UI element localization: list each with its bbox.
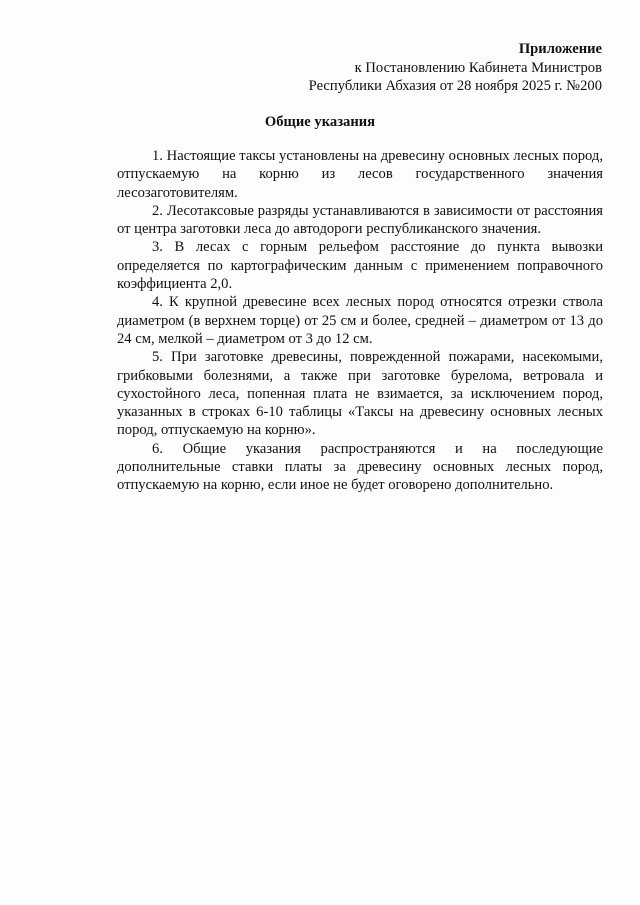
document-body bbox=[117, 147, 603, 495]
appendix-title: Приложение bbox=[518, 41, 602, 57]
appendix-header bbox=[309, 40, 602, 96]
paragraph-6: 6. Общие указания распространяются и на последующие дополнительные ставки платы за древесину основных лесных пород, отпускаемую на корню, если иное не будет оговорено дополнительно. bbox=[117, 440, 603, 494]
paragraph-2: 2. Лесотаксовые разряды устанавливаются в зависимости от расстояния от центра заготовки леса до автодороги республиканского значения. bbox=[117, 202, 603, 238]
paragraph-1: 1. Настоящие таксы установлены на древесину основных лесных пород, отпускаемую на корню из лесов государственного значения лесозаготовителям. bbox=[117, 148, 603, 201]
document-title: Общие указания bbox=[264, 114, 376, 130]
paragraph-5: 5. При заготовке древесины, поврежденной пожарами, насекомыми, грибковыми болезнями, а также при заготовке бурелома, ветровала и сухостойного леса, попенная плата не взимается, за исключением пород, указанных в строках 6-10 таблицы «Таксы на древесину основных лесных пород, отпускаемую на корню». bbox=[117, 349, 603, 439]
paragraph-3: 3. В лесах с горным рельефом расстояние до пункта вывозки определяется по картографическим данным с применением поправочного коэффициента 2,0. bbox=[117, 239, 603, 293]
appendix-reference-line: к Постановлению Кабинета Министров bbox=[354, 59, 602, 76]
appendix-reference-date-line: Республики Абхазия от 28 ноября 2025 г. №200 bbox=[308, 78, 602, 94]
paragraph-4: 4. К крупной древесине всех лесных пород относятся отрезки ствола диаметром (в верхнем торце) от 25 см и более, средней – диаметром от 13 до 24 см, мелкой – диаметром от 3 до 12 см. bbox=[117, 294, 603, 347]
